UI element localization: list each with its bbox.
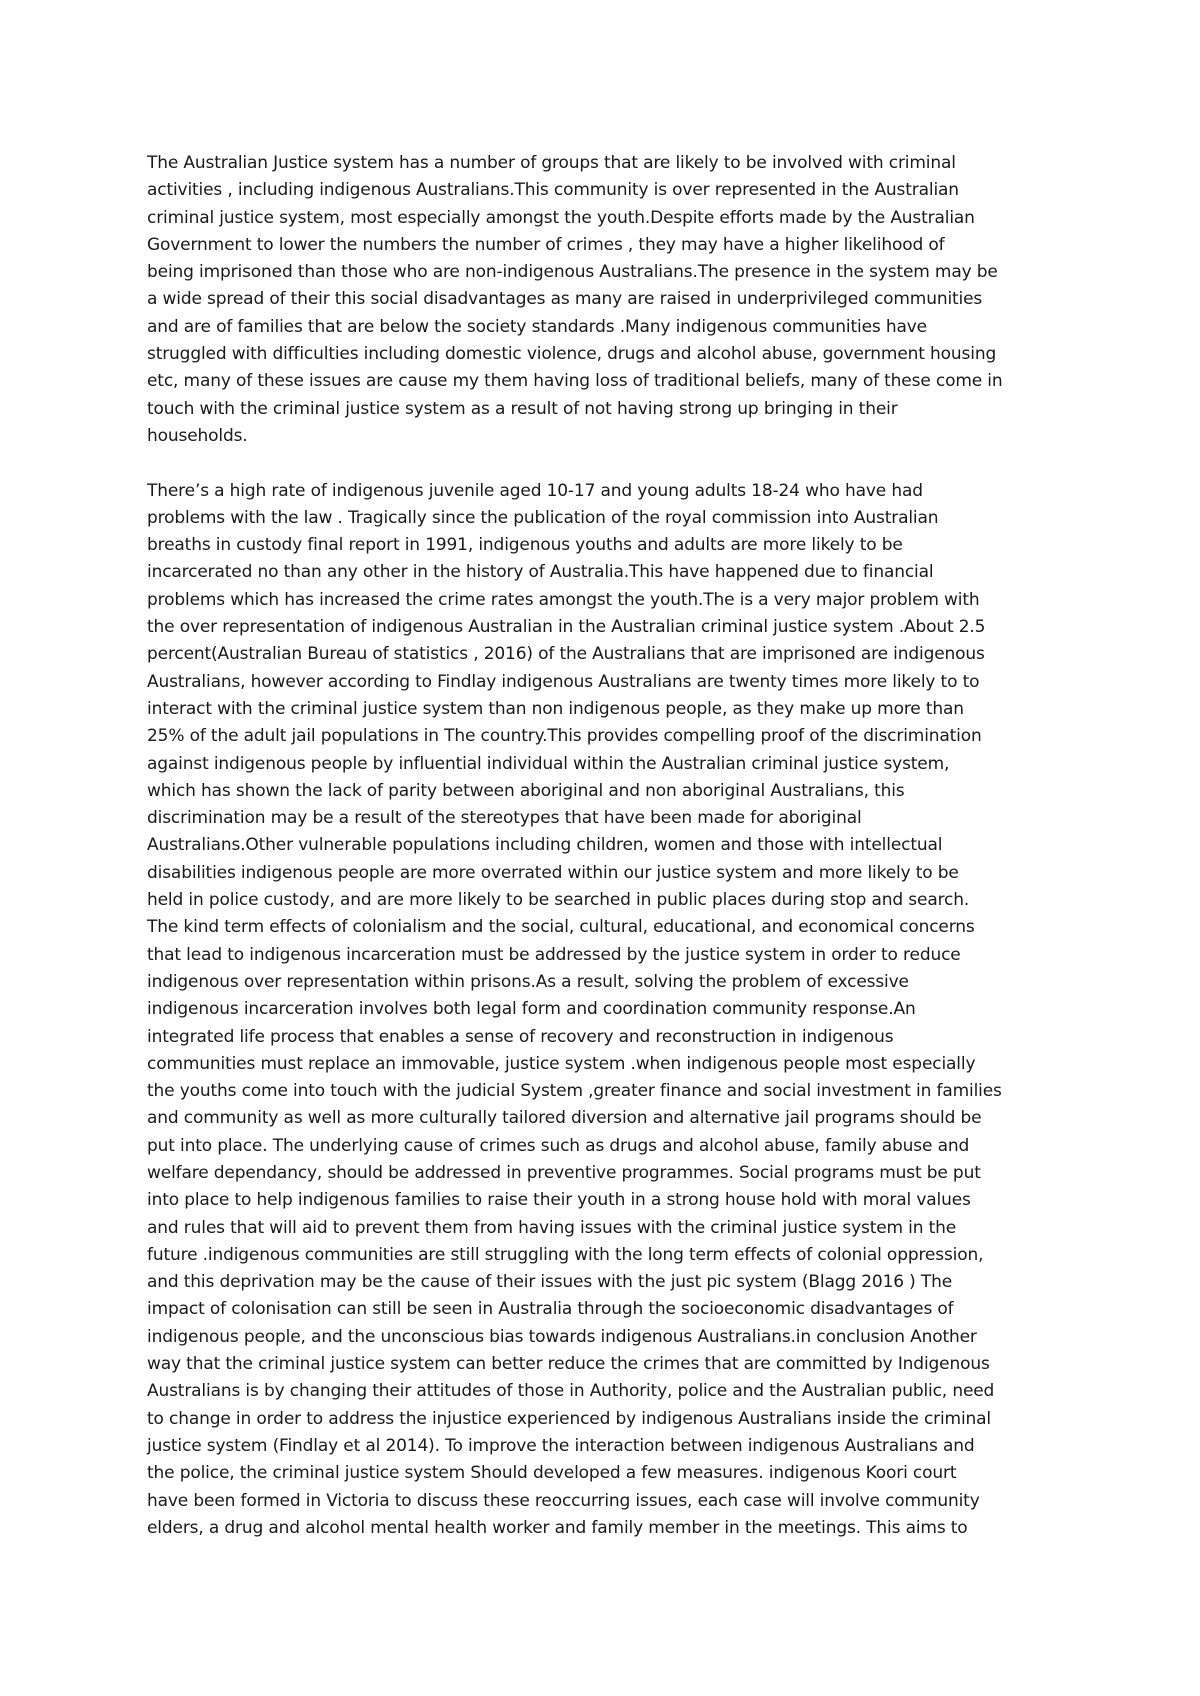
text-line: incarcerated no than any other in the history of Australia.This have happened due to financial bbox=[147, 562, 934, 583]
text-line: criminal justice system, most especially amongst the youth.Despite efforts made by the Australian bbox=[147, 207, 975, 228]
text-line: held in police custody, and are more likely to be searched in public places during stop and search. bbox=[147, 890, 970, 911]
text-line: future .indigenous communities are still struggling with the long term effects of colonial oppression, bbox=[147, 1244, 984, 1265]
text-line: households. bbox=[147, 425, 248, 446]
text-line: problems with the law . Tragically since the publication of the royal commission into Australian bbox=[147, 507, 939, 528]
text-line: Australians.Other vulnerable populations including children, women and those with intellectual bbox=[147, 835, 943, 856]
text-line: impact of colonisation can still be seen in Australia through the socioeconomic disadvantages of bbox=[147, 1299, 954, 1320]
text-line: indigenous people, and the unconscious bias towards indigenous Australians.in conclusion Another bbox=[147, 1326, 977, 1347]
text-line: and rules that will aid to prevent them from having issues with the criminal justice system in the bbox=[147, 1217, 957, 1238]
text-line: disabilities indigenous people are more overrated within our justice system and more likely to be bbox=[147, 862, 959, 883]
text-line: justice system (Findlay et al 2014). To improve the interaction between indigenous Australians and bbox=[147, 1435, 975, 1456]
text-line: being imprisoned than those who are non-indigenous Australians.The presence in the system may be bbox=[147, 262, 998, 283]
paragraph-spacer bbox=[147, 450, 1059, 477]
text-line: to change in order to address the injustice experienced by indigenous Australians inside the criminal bbox=[147, 1408, 992, 1429]
text-line: indigenous incarceration involves both legal form and coordination community response.An bbox=[147, 999, 916, 1020]
text-line: The Australian Justice system has a number of groups that are likely to be involved with criminal bbox=[147, 153, 956, 173]
text-line: activities , including indigenous Australians.This community is over represented in the Australian bbox=[147, 180, 959, 201]
text-line: a wide spread of their this social disadvantages as many are raised in underprivileged communities bbox=[147, 289, 983, 310]
text-line: integrated life process that enables a sense of recovery and reconstruction in indigenous bbox=[147, 1026, 894, 1047]
text-line: The kind term effects of colonialism and the social, cultural, educational, and economical concerns bbox=[147, 917, 975, 938]
text-line: breaths in custody final report in 1991, indigenous youths and adults are more likely to be bbox=[147, 535, 903, 556]
text-line: and community as well as more culturally tailored diversion and alternative jail programs should be bbox=[147, 1108, 982, 1129]
text-line: Australians is by changing their attitudes of those in Authority, police and the Australian public, need bbox=[147, 1381, 995, 1402]
text-line: 25% of the adult jail populations in The country.This provides compelling proof of the discrimination bbox=[147, 726, 982, 747]
text-line: elders, a drug and alcohol mental health worker and family member in the meetings. This aims to bbox=[147, 1517, 968, 1538]
text-line: the over representation of indigenous Australian in the Australian criminal justice system .About 2.5 bbox=[147, 617, 986, 638]
text-line: communities must replace an immovable, justice system .when indigenous people most especially bbox=[147, 1053, 976, 1074]
text-line: and are of families that are below the society standards .Many indigenous communities have bbox=[147, 316, 927, 337]
text-line: Government to lower the numbers the number of crimes , they may have a higher likelihood of bbox=[147, 234, 945, 255]
text-line: Australians, however according to Findlay indigenous Australians are twenty times more likely to to bbox=[147, 671, 980, 692]
text-line: against indigenous people by influential individual within the Australian criminal justice system, bbox=[147, 753, 950, 774]
text-line: put into place. The underlying cause of crimes such as drugs and alcohol abuse, family abuse and bbox=[147, 1135, 970, 1156]
text-line: have been formed in Victoria to discuss these reoccurring issues, each case will involve community bbox=[147, 1490, 980, 1511]
paragraph-2 bbox=[147, 478, 1059, 1543]
text-line: the police, the criminal justice system Should developed a few measures. indigenous Koori court bbox=[147, 1463, 957, 1484]
text-line: and this deprivation may be the cause of their issues with the just pic system (Blagg 2016 ) The bbox=[147, 1272, 953, 1293]
text-line: into place to help indigenous families to raise their youth in a strong house hold with moral values bbox=[147, 1190, 971, 1211]
document-body bbox=[147, 150, 1059, 1542]
text-line: struggled with difficulties including domestic violence, drugs and alcohol abuse, government housing bbox=[147, 344, 997, 365]
text-line: There’s a high rate of indigenous juvenile aged 10-17 and young adults 18-24 who have had bbox=[147, 480, 923, 501]
text-line: discrimination may be a result of the stereotypes that have been made for aboriginal bbox=[147, 808, 862, 829]
text-line: percent(Australian Bureau of statistics , 2016) of the Australians that are imprisoned are indigenous bbox=[147, 644, 985, 665]
text-line: problems which has increased the crime rates amongst the youth.The is a very major problem with bbox=[147, 589, 980, 610]
text-line: welfare dependancy, should be addressed in preventive programmes. Social programs must be put bbox=[147, 1162, 981, 1183]
paragraph-1 bbox=[147, 150, 1059, 450]
text-line: way that the criminal justice system can better reduce the crimes that are committed by Indigenous bbox=[147, 1354, 990, 1375]
text-line: etc, many of these issues are cause my them having loss of traditional beliefs, many of these come in bbox=[147, 371, 1003, 392]
text-line: touch with the criminal justice system as a result of not having strong up bringing in their bbox=[147, 398, 898, 419]
text-line: indigenous over representation within prisons.As a result, solving the problem of excessive bbox=[147, 971, 909, 992]
text-line: the youths come into touch with the judicial System ,greater finance and social investment in families bbox=[147, 1081, 1002, 1102]
text-line: that lead to indigenous incarceration must be addressed by the justice system in order to reduce bbox=[147, 944, 961, 965]
text-line: interact with the criminal justice system than non indigenous people, as they make up more than bbox=[147, 698, 964, 719]
text-line: which has shown the lack of parity between aboriginal and non aboriginal Australians, this bbox=[147, 780, 905, 801]
